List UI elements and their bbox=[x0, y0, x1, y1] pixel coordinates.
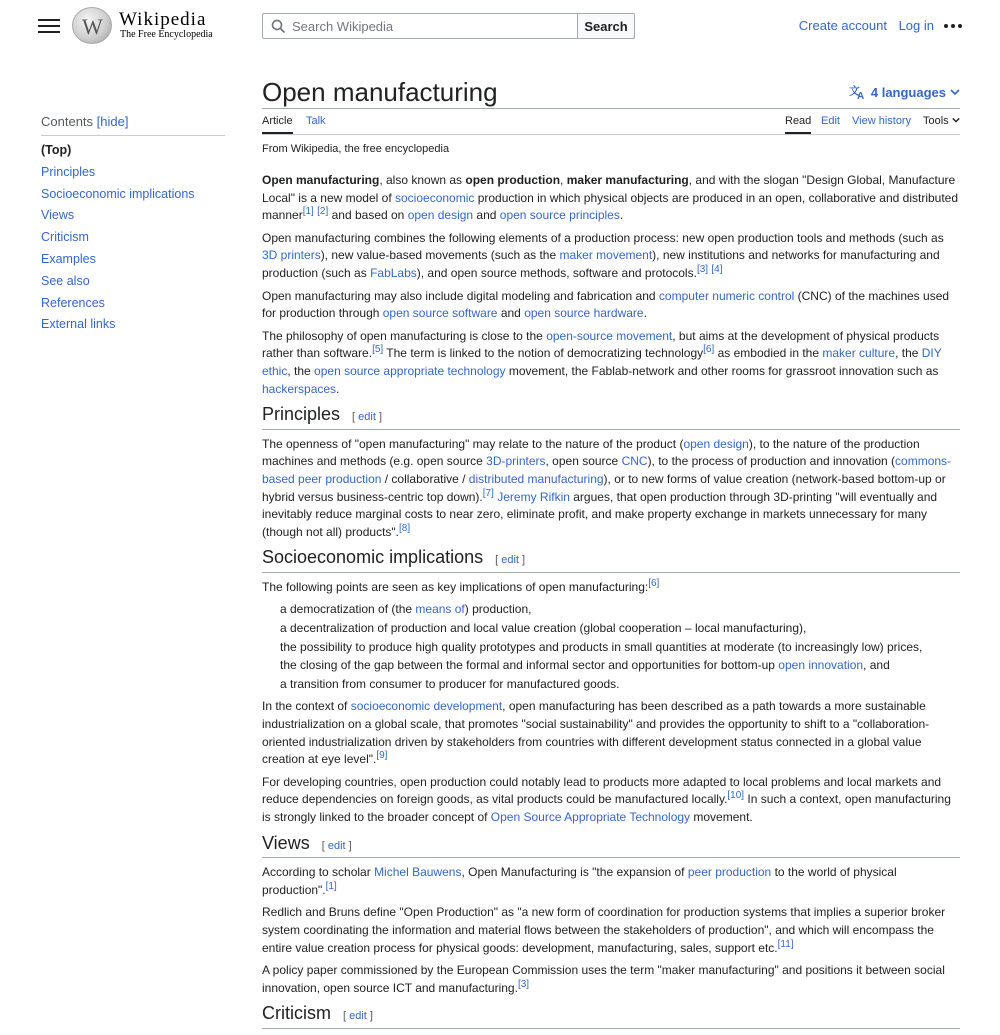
search-icon bbox=[271, 19, 286, 34]
list-item-text: ) production, bbox=[464, 602, 532, 617]
list-item: a decentralization of production and local value creation (global cooperation – local manufacturing), bbox=[280, 621, 807, 636]
article-content bbox=[262, 76, 960, 1035]
toc-item-external-links[interactable]: External links bbox=[41, 317, 116, 332]
paragraph: For developing countries, open production could notably lead to products more adapted to local problems and local markets and reduce dependencies on foreign goods, as vital products could be manufactured locally.[10] In such a context, open manufacturing is strongly linked to the broader concept of Open Source Appropriate Technology movement. bbox=[262, 774, 951, 824]
section-heading-views bbox=[262, 832, 960, 859]
list-item: the possibility to produce high quality prototypes and products in small quantities at moderate (to increasingly low) prices, bbox=[280, 639, 923, 654]
tab-article[interactable]: Article bbox=[262, 115, 293, 134]
toc-item-references[interactable]: References bbox=[41, 295, 105, 310]
tab-talk[interactable]: Talk bbox=[306, 115, 326, 127]
paragraph: Redlich and Bruns define "Open Production" as "a new form of coordination for production systems that implies a superior broker system coordinating the information and material flows between the stakeholders of production", and which will encompass the entire value creation process for physical goods: development, manufacturing, sales, support etc.[11] bbox=[262, 905, 946, 955]
edit-link[interactable]: edit bbox=[358, 411, 376, 424]
svg-text:A: A bbox=[856, 91, 865, 103]
chevron-down-icon bbox=[952, 116, 960, 124]
toc-item-see-also[interactable]: See also bbox=[41, 273, 90, 288]
paragraph: The philosophy of open manufacturing is close to the open-source movement, but aims at the development of physical products rather than software.[5] The term is linked to the notion of democratizing technology[6] as embodied in the maker culture, the DIY ethic, the open source appropriate technology movement, the Fablab-network and other rooms for grassroot innovation such as hackerspaces. bbox=[262, 328, 942, 396]
edit-link[interactable]: edit bbox=[501, 554, 519, 567]
tab-view-history[interactable]: View history bbox=[852, 115, 912, 127]
toc-item-principles[interactable]: Principles bbox=[41, 164, 96, 179]
edit-section: [ edit ] bbox=[321, 839, 352, 852]
article-body bbox=[262, 172, 960, 1029]
paragraph: A policy paper commissioned by the European Commission uses the term "maker manufacturing" and positions it between social innovation, open source ICT and manufacturing.[3] bbox=[262, 963, 945, 995]
language-selector[interactable] bbox=[848, 84, 960, 103]
search-button[interactable]: Search bbox=[577, 13, 635, 39]
list-item-text: the closing of the gap between the formal and informal sector and opportunities for bottom-up bbox=[280, 658, 779, 673]
section-title: Socioeconomic implications bbox=[262, 547, 484, 568]
edit-section: [ edit ] bbox=[352, 411, 383, 424]
toc-item-socioeconomic[interactable]: Socioeconomic implications bbox=[41, 186, 195, 201]
tagline: From Wikipedia, the free encyclopedia bbox=[262, 143, 450, 155]
section-heading-socioeconomic bbox=[262, 549, 960, 573]
section-title: Principles bbox=[262, 404, 341, 425]
tab-read[interactable]: Read bbox=[785, 115, 811, 134]
toc-hide-button[interactable]: [hide] bbox=[96, 114, 129, 129]
table-of-contents bbox=[41, 114, 225, 336]
edit-link[interactable]: edit bbox=[349, 1010, 367, 1023]
page-tabs bbox=[262, 108, 960, 135]
tools-label: Tools bbox=[923, 115, 949, 127]
edit-section: [ edit ] bbox=[343, 1010, 373, 1023]
languages-label: 4 languages bbox=[870, 84, 946, 100]
toc-item-criticism[interactable]: Criticism bbox=[41, 230, 89, 245]
paragraph: The following points are seen as key implications of open manufacturing:[6] bbox=[262, 577, 660, 594]
paragraph: Open manufacturing, also known as open production, maker manufacturing, and with the slogan "Design Global, Manufacture Local" is a new model of socioeconomic production in which physical objects are produced in an open, collaborative and distributed manner[1] [2] and based on open design and open source principles. bbox=[262, 173, 959, 223]
section-heading-principles bbox=[262, 406, 960, 430]
wikipedia-globe-icon[interactable] bbox=[72, 7, 112, 44]
list-item bbox=[280, 657, 960, 676]
list-item-text: , and bbox=[863, 658, 890, 673]
edit-link[interactable]: edit bbox=[327, 839, 346, 852]
search-input[interactable] bbox=[292, 19, 562, 34]
list-item: a transition from consumer to producer for manufactured goods. bbox=[280, 676, 620, 691]
svg-text:文: 文 bbox=[848, 85, 860, 98]
tools-menu[interactable] bbox=[923, 115, 960, 132]
paragraph: Open manufacturing combines the following elements of a production process: new open production tools and methods (such as 3D printers), new value-based movements (such as the maker movement), new institutions and networks for manufacturing and production (such as FabLabs), and open source methods, software and protocols.[3] [4] bbox=[262, 230, 944, 280]
paragraph: In the context of socioeconomic development, open manufacturing has been described as a path towards a more sustainable industrialization on a global scale, that promotes "social sustainability" and provides the opportunity to shift to a "collaboration-oriented industrialization driven by stakeholders from countries with different development status connected in a global value creation at eye level".[9] bbox=[262, 699, 930, 767]
open-innovation-link[interactable]: open innovation bbox=[778, 658, 864, 673]
list-item bbox=[280, 601, 960, 620]
search-field[interactable] bbox=[262, 13, 578, 39]
toc-item-top[interactable]: (Top) bbox=[41, 143, 72, 157]
translate-icon bbox=[848, 84, 867, 103]
implications-list bbox=[280, 601, 960, 694]
more-options-icon[interactable] bbox=[944, 24, 962, 28]
toc-title: Contents bbox=[41, 114, 94, 129]
logo-tagline: The Free Encyclopedia bbox=[120, 29, 213, 40]
edit-section: [ edit ] bbox=[495, 554, 526, 567]
paragraph: The openness of "open manufacturing" may relate to the nature of the product (open design), to the nature of the production machines and methods (e.g. open source 3D-printers, open source CNC), to the process of production and innovation (commons-based peer production / collaborative / distributed manufacturing), or to new forms of value creation (network-based bottom-up or hybrid versus business-centric top down).[7] Jeremy Rifkin argues, that open production through 3D-printing "will eventually and inevitably reduce marginal costs to near zero, eliminate profit, and make property exchange in markets unnecessary for many (though not all) products".[8] bbox=[262, 436, 952, 539]
paragraph: According to scholar Michel Bauwens, Open Manufacturing is "the expansion of peer production to the world of physical production".[1] bbox=[262, 865, 897, 897]
list-item-text: a democratization of (the bbox=[280, 602, 416, 617]
main-menu-button[interactable] bbox=[38, 16, 60, 34]
logo-wordmark[interactable]: Wikipedia bbox=[119, 9, 207, 30]
toc-item-examples[interactable]: Examples bbox=[41, 251, 96, 266]
tab-edit[interactable]: Edit bbox=[821, 115, 840, 127]
means-of-link[interactable]: means of bbox=[415, 602, 465, 617]
section-title: Views bbox=[262, 832, 310, 853]
toc-item-views[interactable]: Views bbox=[41, 208, 75, 223]
page-title: Open manufacturing bbox=[262, 77, 498, 107]
chevron-down-icon bbox=[950, 87, 960, 97]
paragraph: Open manufacturing may also include digital modeling and fabrication and computer numeric control (CNC) of the machines used for production through open source software and open source hardware. bbox=[262, 288, 950, 321]
section-title: Criticism bbox=[262, 1003, 331, 1024]
create-account-link[interactable]: Create account bbox=[798, 18, 887, 33]
log-in-link[interactable]: Log in bbox=[898, 18, 934, 33]
section-heading-criticism bbox=[262, 1005, 960, 1029]
